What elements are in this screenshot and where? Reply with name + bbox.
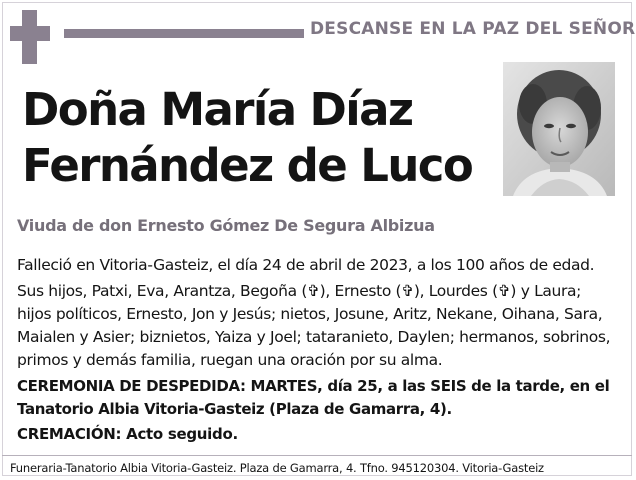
cremation-info: CREMACIÓN: Acto seguido. — [17, 425, 238, 443]
ceremony-line: Tanatorio Albia Vitoria-Gasteiz (Plaza de Gamarra, 4). — [17, 400, 452, 418]
portrait-photo — [503, 62, 615, 196]
death-announcement: Falleció en Vitoria-Gasteiz, el día 24 de abril de 2023, a los 100 años de edad. — [17, 256, 595, 274]
slogan: DESCANSE EN LA PAZ DEL SEÑOR — [310, 19, 636, 39]
cross-icon-bar — [10, 26, 50, 41]
widow-of-text: Viuda de don Ernesto Gómez De Segura Albizua — [17, 216, 435, 235]
ceremony-info — [17, 375, 620, 421]
family-line: Sus hijos, Patxi, Eva, Arantza, Begoña (✞), Ernesto (✞), Lourdes (✞) y Laura; — [17, 282, 582, 300]
family-line: Maialen y Asier; biznietos, Yaiza y Joel; tataranieto, Daylen; hermanos, sobrinos, — [17, 328, 611, 346]
deceased-name — [22, 82, 492, 194]
ceremony-line: CEREMONIA DE DESPEDIDA: MARTES, día 25, a las SEIS de la tarde, en el — [17, 377, 610, 395]
name-line-1: Doña María Díaz — [22, 83, 413, 136]
funeral-home-footer: Funeraria-Tanatorio Albia Vitoria-Gasteiz. Plaza de Gamarra, 4. Tfno. 945120304. Vitoria-Gasteiz — [10, 461, 544, 475]
family-line: primos y demás familia, ruegan una oración por su alma. — [17, 351, 443, 369]
family-line: hijos políticos, Ernesto, Jon y Jesús; nietos, Josune, Aritz, Nekane, Oihana, Sara, — [17, 305, 603, 323]
name-line-2: Fernández de Luco — [22, 139, 473, 192]
family-paragraph — [17, 280, 620, 372]
header-rule — [64, 29, 304, 38]
footer-rule — [2, 455, 632, 456]
